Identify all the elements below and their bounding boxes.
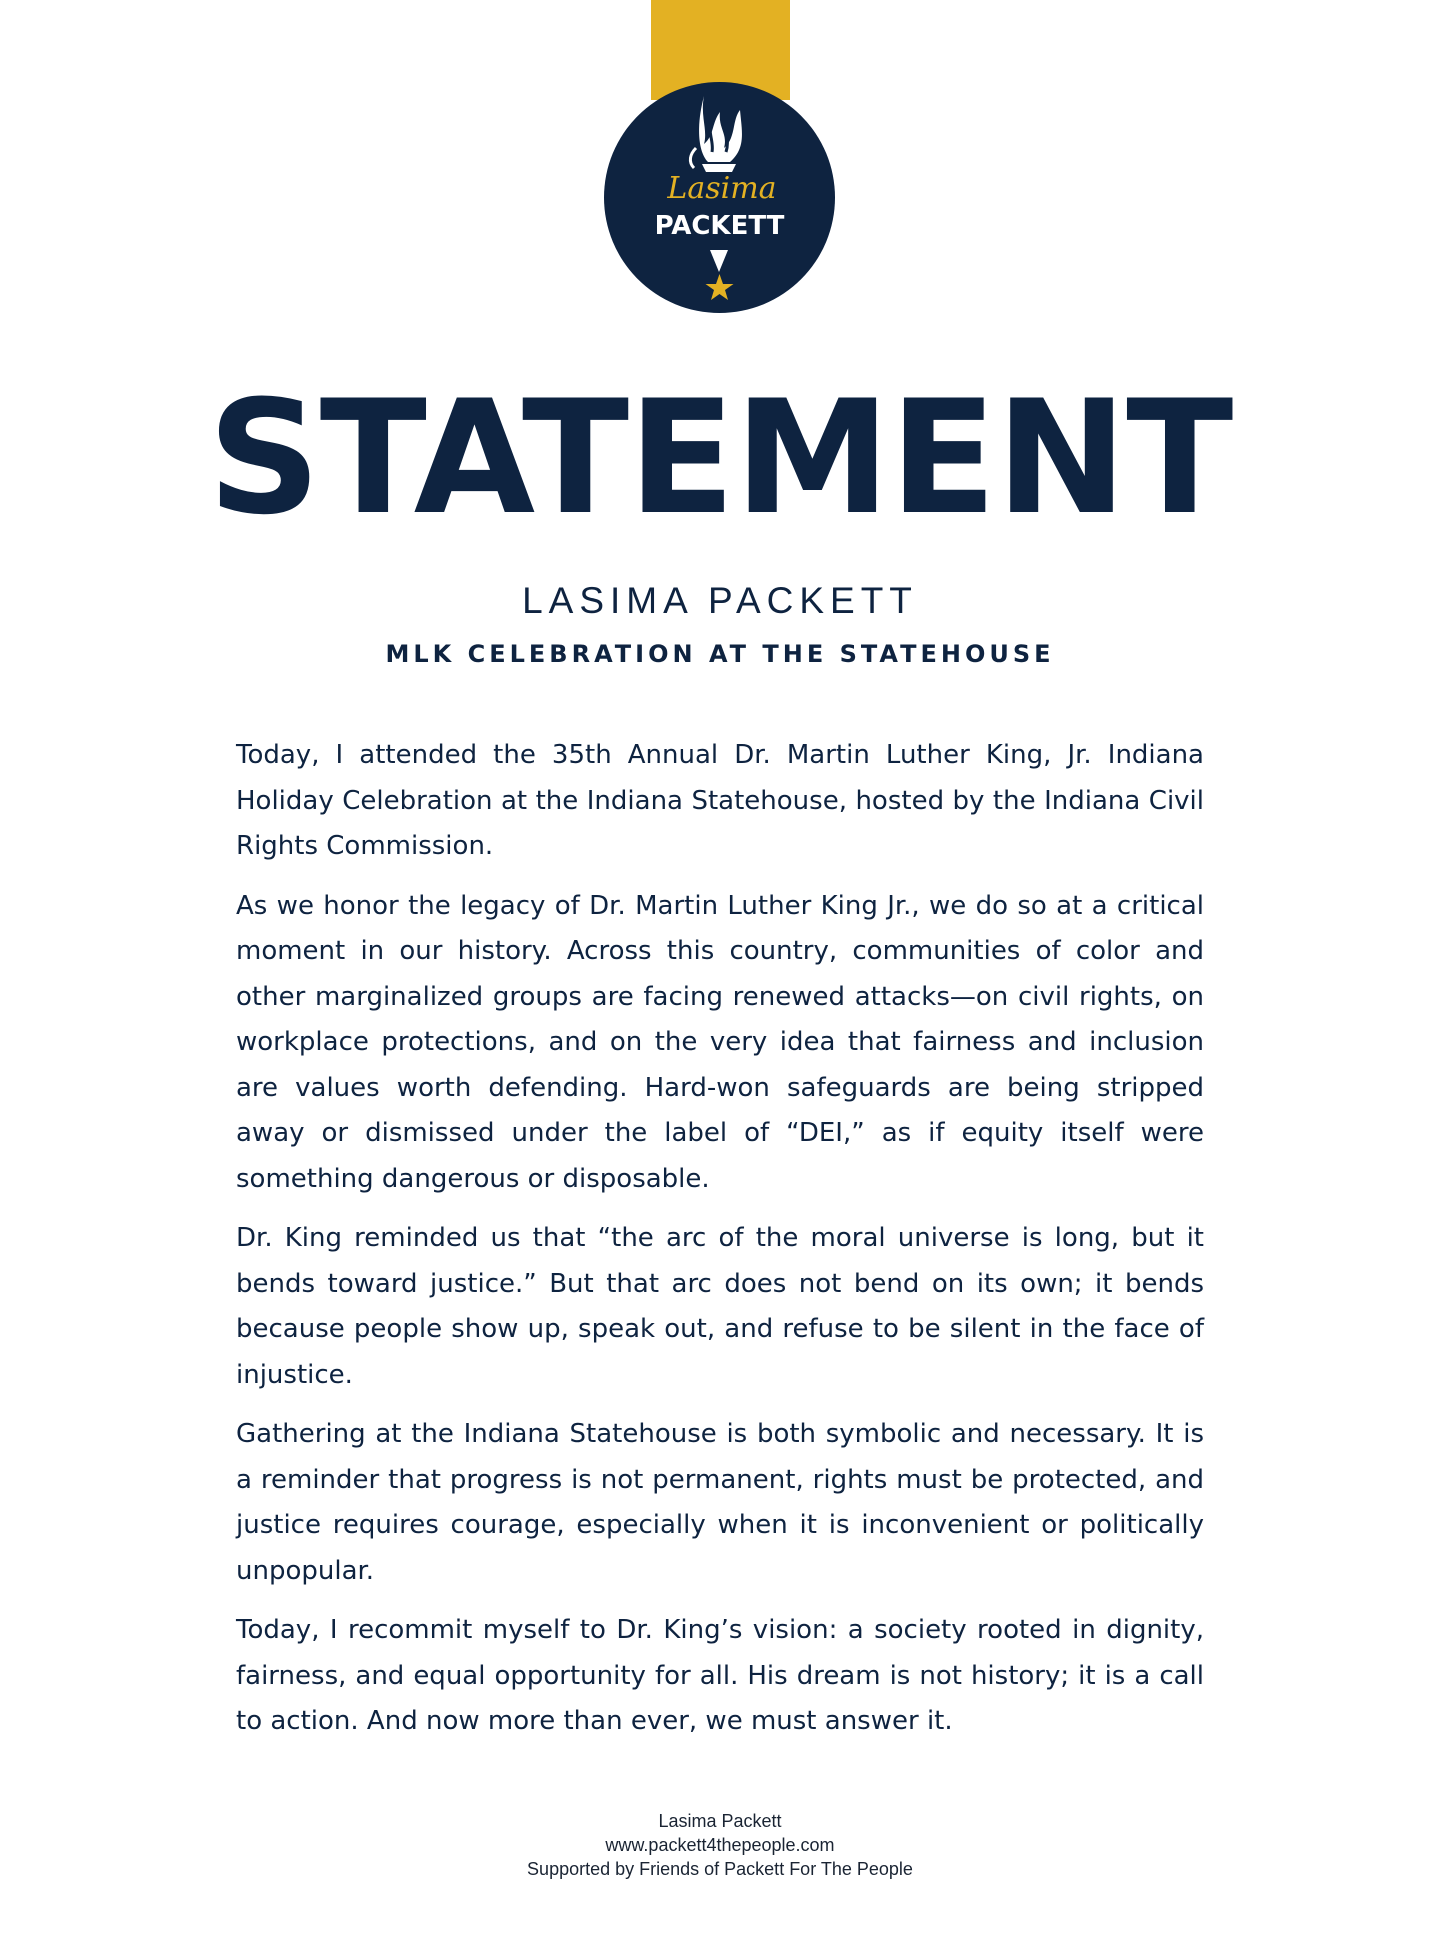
logo-script-name: Lasima [667,171,777,206]
campaign-logo [604,82,835,313]
paragraph: Today, I recommit myself to Dr. King’s vision: a society rooted in dignity, fairness, and equal opportunity for all. His dream is not history; it is a call to action. And now more than ever, we must answer it. [236,1615,1204,1736]
footer-name: Lasima Packett [658,1811,782,1831]
author-name: LASIMA PACKETT [522,580,918,621]
page-title: STATEMENT [207,367,1233,550]
logo-emblem [604,82,835,313]
logo-surname: PACKETT [654,211,785,241]
footer-website: www.packett4thepeople.com [605,1835,835,1855]
paragraph: Dr. King reminded us that “the arc of the moral universe is long, but it bends toward justice.” But that arc does not bend on its own; it bends because people show up, speak out, and refuse to be silent in the face of injustice. [236,1223,1204,1390]
paragraph: Gathering at the Indiana Statehouse is both symbolic and necessary. It is a reminder that progress is not permanent, rights must be protected, and justice requires courage, especially when it is inconvenient or politically unpopular. [236,1419,1204,1586]
footer-supported-by: Supported by Friends of Packett For The People [527,1859,913,1879]
paragraph: Today, I attended the 35th Annual Dr. Martin Luther King, Jr. Indiana Holiday Celebration at the Indiana Statehouse, hosted by the Indiana Civil Rights Commission. [236,740,1204,861]
paragraph: As we honor the legacy of Dr. Martin Luther King Jr., we do so at a critical moment in our history. Across this country, communities of color and other marginalized groups are facing renewed attacks—on civil rights, on workplace protections, and on the very idea that fairness and inclusion are values worth defending. Hard-won safeguards are being stripped away or dismissed under the label of “DEI,” as if equity itself were something dangerous or disposable. [236,890,1204,1194]
statement-body [236,733,1204,1759]
event-title: MLK CELEBRATION AT THE STATEHOUSE [385,640,1055,668]
footer [0,1809,1440,1881]
